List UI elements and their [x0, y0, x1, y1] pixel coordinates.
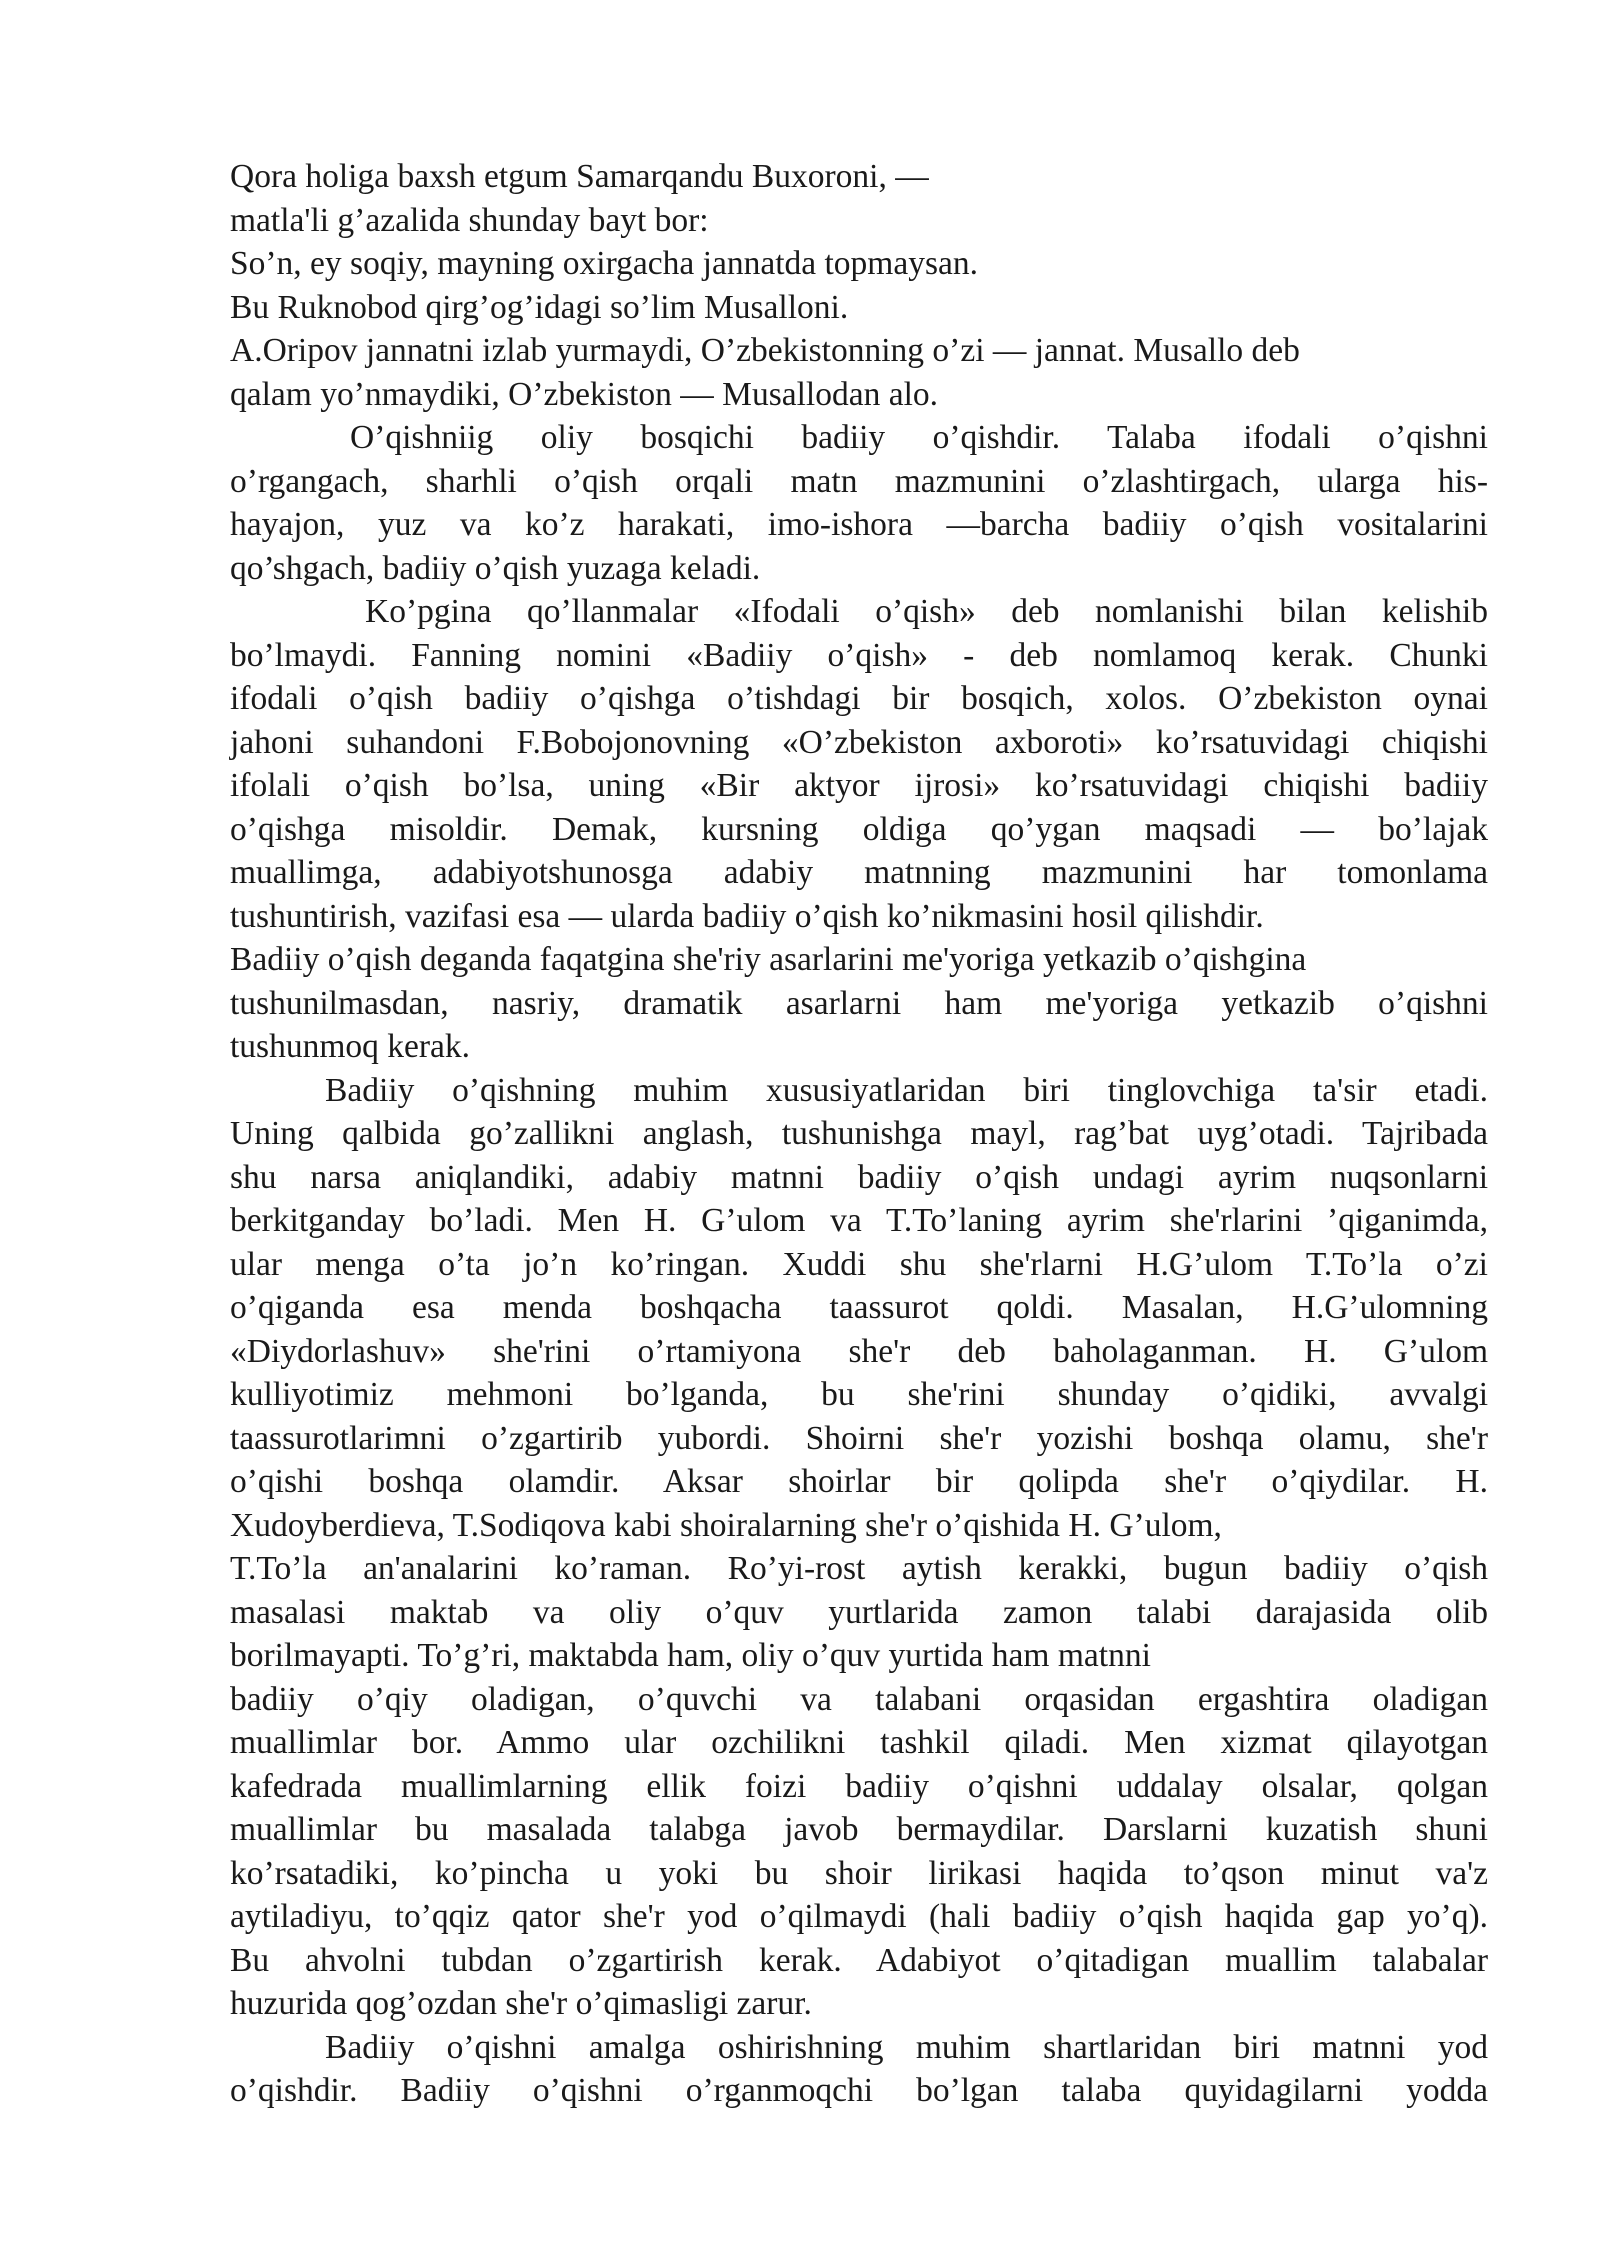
text-line: hayajon, yuz va ko’z harakati, imo-ishora —barcha badiiy o’qish vositalarini: [230, 506, 1488, 543]
text-line: aytiladiyu, to’qqiz qator she'r yod o’qilmaydi (hali badiiy o’qish haqida gap yo’q).: [230, 1898, 1488, 1935]
text-line: muallimlar bor. Ammo ular ozchilikni tashkil qiladi. Men xizmat qilayotgan: [230, 1724, 1488, 1761]
text-line: borilmayapti. To’g’ri, maktabda ham, oliy o’quv yurtida ham matnni: [230, 1637, 1151, 1674]
text-line: o’qiganda esa menda boshqacha taassurot qoldi. Masalan, H.G’ulomning: [230, 1289, 1488, 1326]
text-line: Badiiy o’qishni amalga oshirishning muhim shartlaridan biri matnni yod: [325, 2028, 1488, 2066]
text-line: masalasi maktab va oliy o’quv yurtlarida zamon talabi darajasida olib: [230, 1593, 1488, 1631]
text-line: shu narsa aniqlandiki, adabiy matnni badiiy o’qish undagi ayrim nuqsonlarni: [230, 1158, 1488, 1196]
text-line: «Diydorlashuv» she'rini o’rtamiyona she'r deb baholaganman. H. G’ulom: [230, 1332, 1488, 1370]
text-line: ifodali o’qish badiiy o’qishga o’tishdagi bir bosqich, xolos. O’zbekiston oynai: [230, 680, 1488, 717]
text-line: berkitganday bo’ladi. Men H. G’ulom va T.To’laning ayrim she'rlarini ’qiganimda,: [230, 1202, 1488, 1239]
text-line: o’rgangach, sharhli o’qish orqali matn mazmunini o’zlashtirgach, ularga his-: [230, 462, 1488, 500]
text-line: kulliyotimiz mehmoni bo’lganda, bu she'rini shunday o’qidiki, avvalgi: [230, 1376, 1488, 1413]
text-line: qo’shgach, badiiy o’qish yuzaga keladi.: [230, 549, 761, 587]
document-body: [230, 155, 1488, 2113]
text-line: Qora holiga baxsh etgum Samarqandu Buxoroni, —: [230, 158, 929, 195]
text-line: tushunilmasdan, nasriy, dramatik asarlarni ham me'yoriga yetkazib o’qishni: [230, 984, 1488, 1022]
text-line: huzurida qog’ozdan she'r o’qimasligi zarur.: [230, 1985, 812, 2022]
text-line: Badiiy o’qishning muhim xususiyatlaridan biri tinglovchiga ta'sir etadi.: [325, 1071, 1488, 1109]
text-line: Uning qalbida go’zallikni anglash, tushunishga mayl, rag’bat uyg’otadi. Tajribada: [230, 1115, 1488, 1152]
text-line: o’qishi boshqa olamdir. Aksar shoirlar bir qolipda she'r o’qiydilar. H.: [230, 1463, 1488, 1500]
text-line: badiiy o’qiy oladigan, o’quvchi va talabani orqasidan ergashtira oladigan: [230, 1680, 1488, 1718]
text-line: A.Oripov jannatni izlab yurmaydi, O’zbekistonning o’zi — jannat. Musallo deb: [230, 332, 1300, 369]
text-line: muallimlar bu masalada talabga javob bermaydilar. Darslarni kuzatish shuni: [230, 1811, 1488, 1848]
text-line: Bu ahvolni tubdan o’zgartirish kerak. Adabiyot o’qitadigan muallim talabalar: [230, 1941, 1488, 1979]
text-line: Ko’pgina qo’llanmalar «Ifodali o’qish» deb nomlanishi bilan kelishib: [365, 593, 1488, 630]
text-line: bo’lmaydi. Fanning nomini «Badiiy o’qish» - deb nomlamoq kerak. Chunki: [230, 636, 1488, 674]
text-line: T.To’la an'analarini ko’raman. Ro’yi-rost aytish kerakki, bugun badiiy o’qish: [230, 1550, 1488, 1587]
text-line: tushunmoq kerak.: [230, 1028, 471, 1065]
text-line: ular menga o’ta jo’n ko’ringan. Xuddi shu she'rlarni H.G’ulom T.To’la o’zi: [230, 1245, 1488, 1283]
text-line: matla'li g’azalida shunday bayt bor:: [230, 201, 709, 239]
text-line: O’qishniig oliy bosqichi badiiy o’qishdir. Talaba ifodali o’qishni: [350, 419, 1488, 456]
text-line: So’n, ey soqiy, mayning oxirgacha jannatda topmaysan.: [230, 245, 979, 282]
text-line: qalam yo’nmaydiki, O’zbekiston — Musallodan alo.: [230, 375, 939, 413]
text-line: kafedrada muallimlarning ellik foizi badiiy o’qishni uddalay olsalar, qolgan: [230, 1767, 1488, 1805]
text-line: o’qishdir. Badiiy o’qishni o’rganmoqchi bo’lgan talaba quyidagilarni yodda: [230, 2072, 1488, 2109]
text-line: tushuntirish, vazifasi esa — ularda badiiy o’qish ko’nikmasini hosil qilishdir.: [230, 897, 1264, 935]
text-line: Xudoyberdieva, T.Sodiqova kabi shoiralarning she'r o’qishida H. G’ulom,: [230, 1506, 1222, 1544]
text-line: Bu Ruknobod qirg’og’idagi so’lim Musalloni.: [230, 288, 849, 326]
text-line: Badiiy o’qish deganda faqatgina she'riy asarlarini me'yoriga yetkazib o’qishgina: [230, 941, 1307, 978]
text-line: muallimga, adabiyotshunosga adabiy matnning mazmunini har tomonlama: [230, 854, 1488, 891]
text-line: o’qishga misoldir. Demak, kursning oldiga qo’ygan maqsadi — bo’lajak: [230, 810, 1488, 848]
text-line: ifolali o’qish bo’lsa, uning «Bir aktyor ijrosi» ko’rsatuvidagi chiqishi badiiy: [230, 767, 1488, 804]
text-line: jahoni suhandoni F.Bobojonovning «O’zbekiston axboroti» ko’rsatuvidagi chiqishi: [230, 723, 1488, 761]
text-line: taassurotlarimni o’zgartirib yubordi. Shoirni she'r yozishi boshqa olamu, she'r: [230, 1419, 1488, 1457]
text-line: ko’rsatadiki, ko’pincha u yoki bu shoir lirikasi haqida to’qson minut va'z: [230, 1854, 1488, 1892]
